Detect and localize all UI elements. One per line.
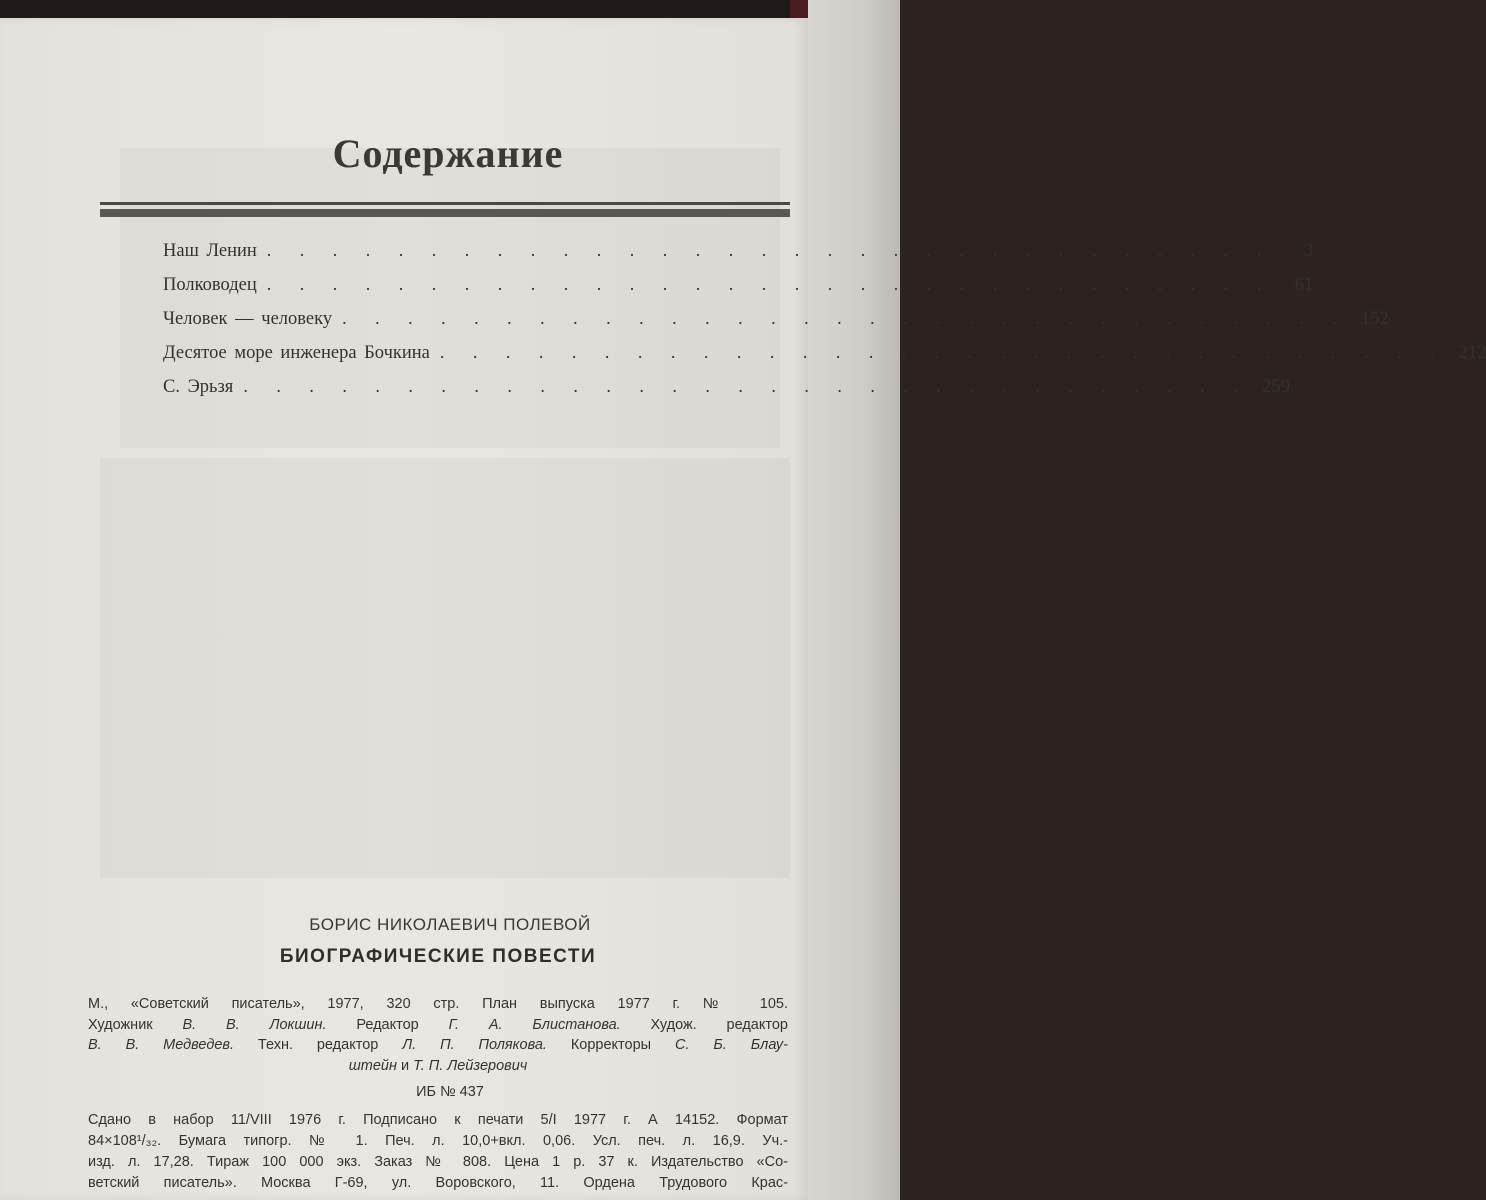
toc-leader: . . . . . . . . . . . . . . . . . . . . . . . . . . . . . . . bbox=[342, 308, 1349, 328]
print-info-line: изд. л. 17,28. Тираж 100 000 экз. Заказ № 808. Цена 1 р. 37 к. Издательство «Со- bbox=[88, 1154, 788, 1170]
print-info-line: 84×108¹/₃₂. Бумага типогр. № 1. Печ. л. 10,0+вкл. 0,06. Усл. печ. л. 16,9. Уч.- bbox=[88, 1133, 788, 1149]
print-info-block bbox=[88, 1110, 788, 1194]
imprint-name: С. Б. Блау- bbox=[674, 1037, 788, 1053]
facing-page-edge bbox=[808, 0, 900, 1200]
page-title: Содержание bbox=[332, 131, 564, 176]
toc-entry bbox=[163, 308, 1389, 342]
ib-number: ИБ № 437 bbox=[416, 1084, 484, 1100]
toc-leader: . . . . . . . . . . . . . . . . . . . . . . . . . . . . . . . bbox=[243, 376, 1250, 396]
imprint-line: М., «Советский писатель», 1977, 320 стр. План выпуска 1977 г. № 105. bbox=[88, 996, 788, 1012]
imprint-name: В. В. Медведев. bbox=[88, 1037, 235, 1053]
book-title: БИОГРАФИЧЕСКИЕ ПОВЕСТИ bbox=[279, 946, 597, 967]
author-name: БОРИС НИКОЛАЕВИЧ ПОЛЕВОЙ bbox=[309, 915, 591, 934]
toc-entry-title: Наш Ленин bbox=[163, 241, 257, 261]
toc-entry bbox=[163, 342, 1486, 376]
toc-entry bbox=[163, 376, 1290, 410]
imprint-line bbox=[88, 1056, 788, 1077]
table-of-contents bbox=[163, 240, 1486, 410]
toc-entry bbox=[163, 274, 1314, 308]
toc-entry bbox=[163, 240, 1314, 274]
imprint-line bbox=[88, 1015, 788, 1036]
toc-entry-page: 212 bbox=[1458, 343, 1486, 363]
print-info-line: ветский писатель». Москва Г-69, ул. Воровского, 11. Ордена Трудового Крас- bbox=[88, 1175, 788, 1191]
print-info-line: Сдано в набор 11/VIII 1976 г. Подписано к печати 5/I 1977 г. А 14152. Формат bbox=[88, 1112, 788, 1128]
toc-entry-title: Десятое море инженера Бочкина bbox=[163, 343, 430, 363]
toc-entry-title: С. Эрьзя bbox=[163, 377, 234, 397]
toc-leader: . . . . . . . . . . . . . . . . . . . . . . . . . . . . . . . bbox=[266, 274, 1274, 294]
show-through-text bbox=[100, 458, 790, 878]
imprint-line bbox=[88, 1035, 788, 1056]
imprint-name: Т. П. Лейзерович bbox=[413, 1057, 528, 1074]
title-rule-thin bbox=[100, 202, 790, 205]
imprint-text: и bbox=[400, 1057, 410, 1074]
imprint-name: Л. П. Полякова. bbox=[402, 1037, 547, 1053]
imprint-text: Художник bbox=[88, 1016, 153, 1033]
imprint-text: Корректоры bbox=[570, 1037, 652, 1053]
background-top bbox=[0, 0, 790, 18]
imprint-name: В. В. Локшин. bbox=[182, 1016, 327, 1033]
imprint-text: Худож. редактор bbox=[650, 1016, 788, 1033]
toc-entry-title: Человек — человеку bbox=[163, 309, 333, 329]
imprint-text: Техн. редактор bbox=[257, 1037, 379, 1053]
imprint-name: Г. А. Блистанова. bbox=[448, 1016, 621, 1033]
imprint-block bbox=[88, 994, 788, 1076]
toc-leader: . . . . . . . . . . . . . . . . . . . . . . . . . . . . . . . bbox=[439, 342, 1447, 362]
toc-entry-page: 61 bbox=[1294, 275, 1314, 295]
title-rule-thick bbox=[100, 209, 790, 217]
toc-entry-page: 259 bbox=[1262, 377, 1290, 397]
toc-entry-page: 3 bbox=[1304, 241, 1314, 261]
toc-leader: . . . . . . . . . . . . . . . . . . . . . . . . . . . . . . . bbox=[266, 240, 1274, 260]
toc-entry-page: 152 bbox=[1360, 309, 1389, 329]
imprint-text: Редактор bbox=[356, 1016, 419, 1033]
toc-entry-title: Полководец bbox=[163, 275, 257, 295]
imprint-name: штейн bbox=[348, 1057, 397, 1074]
